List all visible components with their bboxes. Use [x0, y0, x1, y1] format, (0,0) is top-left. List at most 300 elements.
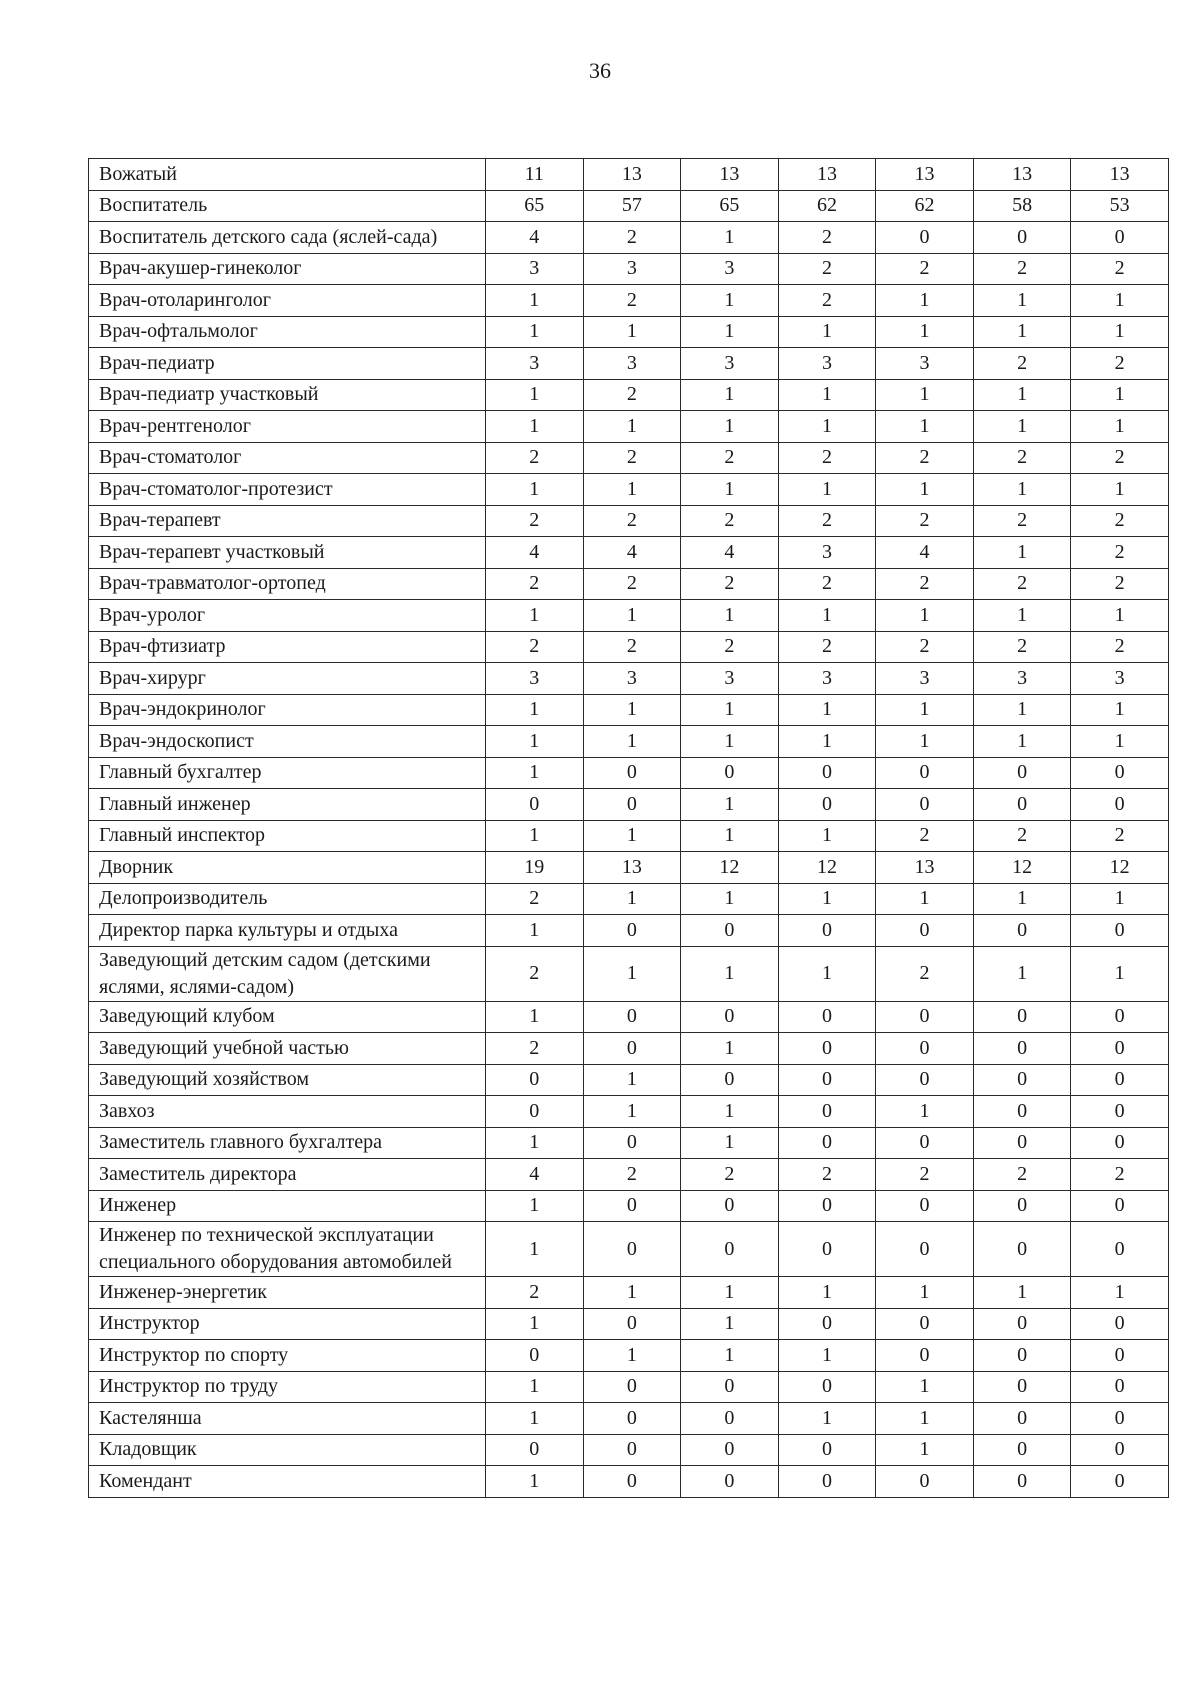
- value-cell: 3: [583, 253, 681, 285]
- value-cell: 3: [778, 348, 876, 380]
- value-cell: 13: [876, 852, 974, 884]
- value-cell: 2: [1071, 537, 1169, 569]
- value-cell: 1: [486, 1308, 584, 1340]
- value-cell: 0: [486, 1434, 584, 1466]
- value-cell: 1: [681, 946, 779, 1001]
- value-cell: 1: [486, 1371, 584, 1403]
- value-cell: 2: [486, 1277, 584, 1309]
- value-cell: 3: [681, 253, 779, 285]
- value-cell: 13: [1071, 159, 1169, 191]
- value-cell: 0: [583, 757, 681, 789]
- value-cell: 58: [973, 190, 1071, 222]
- value-cell: 0: [973, 1371, 1071, 1403]
- value-cell: 1: [583, 316, 681, 348]
- value-cell: 2: [876, 946, 974, 1001]
- position-name-cell: Врач-фтизиатр: [89, 631, 486, 663]
- value-cell: 2: [973, 505, 1071, 537]
- value-cell: 1: [681, 726, 779, 758]
- position-name-cell: Дворник: [89, 852, 486, 884]
- value-cell: 0: [1071, 1001, 1169, 1033]
- value-cell: 3: [583, 663, 681, 695]
- table-row: [89, 694, 1169, 726]
- value-cell: 0: [973, 1222, 1071, 1277]
- position-name-cell: Врач-педиатр участковый: [89, 379, 486, 411]
- value-cell: 2: [583, 222, 681, 254]
- value-cell: 0: [973, 222, 1071, 254]
- value-cell: 1: [681, 694, 779, 726]
- value-cell: 0: [1071, 1127, 1169, 1159]
- position-name-cell: Врач-отоларинголог: [89, 285, 486, 317]
- value-cell: 2: [486, 883, 584, 915]
- position-name-cell: Комендант: [89, 1466, 486, 1498]
- table-row: [89, 631, 1169, 663]
- value-cell: 1: [778, 316, 876, 348]
- table-row: [89, 1190, 1169, 1222]
- position-name-cell: Врач-рентгенолог: [89, 411, 486, 443]
- position-name-cell: Делопроизводитель: [89, 883, 486, 915]
- value-cell: 0: [973, 1001, 1071, 1033]
- value-cell: 65: [681, 190, 779, 222]
- value-cell: 2: [583, 505, 681, 537]
- value-cell: 2: [973, 442, 1071, 474]
- position-name-cell: Заведующий хозяйством: [89, 1064, 486, 1096]
- value-cell: 1: [583, 474, 681, 506]
- value-cell: 2: [681, 631, 779, 663]
- value-cell: 0: [1071, 1096, 1169, 1128]
- value-cell: 1: [486, 600, 584, 632]
- value-cell: 0: [778, 1222, 876, 1277]
- value-cell: 3: [486, 348, 584, 380]
- value-cell: 2: [973, 1159, 1071, 1191]
- value-cell: 1: [486, 379, 584, 411]
- value-cell: 2: [486, 631, 584, 663]
- table-row: [89, 1033, 1169, 1065]
- value-cell: 1: [486, 694, 584, 726]
- value-cell: 0: [778, 1127, 876, 1159]
- value-cell: 0: [681, 1434, 779, 1466]
- position-name-cell: Врач-уролог: [89, 600, 486, 632]
- table-row: [89, 537, 1169, 569]
- value-cell: 2: [1071, 505, 1169, 537]
- value-cell: 0: [778, 1371, 876, 1403]
- value-cell: 1: [681, 379, 779, 411]
- table-row: [89, 1308, 1169, 1340]
- value-cell: 1: [778, 883, 876, 915]
- value-cell: 0: [583, 789, 681, 821]
- value-cell: 2: [778, 222, 876, 254]
- table-row: [89, 1340, 1169, 1372]
- value-cell: 1: [486, 474, 584, 506]
- value-cell: 1: [681, 1033, 779, 1065]
- value-cell: 0: [583, 1127, 681, 1159]
- value-cell: 1: [973, 316, 1071, 348]
- value-cell: 0: [681, 1001, 779, 1033]
- value-cell: 2: [876, 505, 974, 537]
- position-name-cell: Директор парка культуры и отдыха: [89, 915, 486, 947]
- value-cell: 11: [486, 159, 584, 191]
- value-cell: 0: [778, 789, 876, 821]
- value-cell: 2: [778, 442, 876, 474]
- value-cell: 1: [486, 820, 584, 852]
- table-row: [89, 852, 1169, 884]
- value-cell: 0: [778, 1308, 876, 1340]
- value-cell: 1: [973, 474, 1071, 506]
- table-row: [89, 285, 1169, 317]
- position-name-cell: Врач-терапевт участковый: [89, 537, 486, 569]
- position-name-cell: Кастелянша: [89, 1403, 486, 1435]
- value-cell: 1: [1071, 883, 1169, 915]
- value-cell: 3: [876, 663, 974, 695]
- position-name-cell: Главный инженер: [89, 789, 486, 821]
- value-cell: 0: [1071, 1308, 1169, 1340]
- value-cell: 0: [778, 1466, 876, 1498]
- value-cell: 0: [778, 1001, 876, 1033]
- value-cell: 1: [876, 316, 974, 348]
- value-cell: 1: [876, 600, 974, 632]
- value-cell: 1: [583, 1064, 681, 1096]
- value-cell: 0: [583, 1434, 681, 1466]
- value-cell: 3: [583, 348, 681, 380]
- value-cell: 1: [1071, 1277, 1169, 1309]
- value-cell: 0: [681, 1222, 779, 1277]
- value-cell: 62: [778, 190, 876, 222]
- value-cell: 1: [973, 411, 1071, 443]
- value-cell: 1: [681, 1277, 779, 1309]
- value-cell: 3: [681, 663, 779, 695]
- value-cell: 1: [876, 1403, 974, 1435]
- value-cell: 0: [778, 1064, 876, 1096]
- value-cell: 2: [583, 631, 681, 663]
- value-cell: 2: [778, 1159, 876, 1191]
- value-cell: 2: [681, 1159, 779, 1191]
- value-cell: 1: [583, 1340, 681, 1372]
- value-cell: 0: [876, 1340, 974, 1372]
- value-cell: 1: [1071, 600, 1169, 632]
- value-cell: 1: [1071, 946, 1169, 1001]
- value-cell: 0: [1071, 1033, 1169, 1065]
- value-cell: 1: [486, 1222, 584, 1277]
- value-cell: 0: [876, 1033, 974, 1065]
- value-cell: 1: [486, 1001, 584, 1033]
- value-cell: 1: [973, 379, 1071, 411]
- value-cell: 0: [681, 1190, 779, 1222]
- value-cell: 1: [973, 537, 1071, 569]
- value-cell: 0: [973, 915, 1071, 947]
- value-cell: 4: [681, 537, 779, 569]
- value-cell: 1: [583, 726, 681, 758]
- value-cell: 0: [778, 1033, 876, 1065]
- value-cell: 0: [876, 1308, 974, 1340]
- value-cell: 1: [973, 600, 1071, 632]
- position-name-cell: Заведующий учебной частью: [89, 1033, 486, 1065]
- position-name-cell: Заведующий клубом: [89, 1001, 486, 1033]
- value-cell: 0: [681, 1371, 779, 1403]
- value-cell: 2: [778, 505, 876, 537]
- value-cell: 3: [681, 348, 779, 380]
- value-cell: 1: [583, 600, 681, 632]
- value-cell: 0: [1071, 1466, 1169, 1498]
- table-row: [89, 915, 1169, 947]
- table-row: [89, 820, 1169, 852]
- value-cell: 0: [1071, 222, 1169, 254]
- value-cell: 3: [1071, 663, 1169, 695]
- position-name-cell: Главный инспектор: [89, 820, 486, 852]
- value-cell: 13: [973, 159, 1071, 191]
- position-name-cell: Врач-травматолог-ортопед: [89, 568, 486, 600]
- table-row: [89, 411, 1169, 443]
- value-cell: 1: [583, 820, 681, 852]
- value-cell: 1: [583, 694, 681, 726]
- value-cell: 1: [681, 285, 779, 317]
- value-cell: 2: [1071, 1159, 1169, 1191]
- value-cell: 13: [876, 159, 974, 191]
- table-row: [89, 474, 1169, 506]
- value-cell: 1: [583, 1096, 681, 1128]
- position-name-cell: Врач-эндоскопист: [89, 726, 486, 758]
- value-cell: 0: [876, 1222, 974, 1277]
- value-cell: 2: [778, 631, 876, 663]
- value-cell: 2: [973, 568, 1071, 600]
- value-cell: 1: [1071, 379, 1169, 411]
- position-name-cell: Врач-акушер-гинеколог: [89, 253, 486, 285]
- value-cell: 1: [583, 411, 681, 443]
- value-cell: 0: [486, 789, 584, 821]
- value-cell: 0: [973, 1190, 1071, 1222]
- value-cell: 0: [876, 757, 974, 789]
- value-cell: 2: [778, 285, 876, 317]
- value-cell: 2: [583, 285, 681, 317]
- position-name-cell: Врач-стоматолог-протезист: [89, 474, 486, 506]
- position-name-cell: Воспитатель детского сада (яслей-сада): [89, 222, 486, 254]
- value-cell: 1: [681, 222, 779, 254]
- value-cell: 1: [876, 379, 974, 411]
- value-cell: 1: [876, 1096, 974, 1128]
- value-cell: 0: [583, 1001, 681, 1033]
- value-cell: 0: [973, 1096, 1071, 1128]
- value-cell: 1: [778, 726, 876, 758]
- value-cell: 2: [583, 442, 681, 474]
- value-cell: 0: [1071, 915, 1169, 947]
- value-cell: 1: [778, 820, 876, 852]
- value-cell: 0: [681, 1466, 779, 1498]
- value-cell: 1: [583, 883, 681, 915]
- position-name-cell: Кладовщик: [89, 1434, 486, 1466]
- value-cell: 0: [876, 1127, 974, 1159]
- value-cell: 1: [486, 1466, 584, 1498]
- value-cell: 1: [486, 915, 584, 947]
- value-cell: 1: [778, 474, 876, 506]
- value-cell: 1: [486, 316, 584, 348]
- value-cell: 53: [1071, 190, 1169, 222]
- value-cell: 12: [778, 852, 876, 884]
- value-cell: 2: [681, 442, 779, 474]
- value-cell: 1: [681, 411, 779, 443]
- table-row: [89, 1371, 1169, 1403]
- value-cell: 1: [778, 411, 876, 443]
- position-name-cell: Врач-педиатр: [89, 348, 486, 380]
- value-cell: 2: [876, 631, 974, 663]
- value-cell: 1: [778, 1277, 876, 1309]
- value-cell: 0: [583, 915, 681, 947]
- position-name-cell: Воспитатель: [89, 190, 486, 222]
- value-cell: 0: [876, 915, 974, 947]
- value-cell: 1: [876, 1371, 974, 1403]
- value-cell: 1: [486, 285, 584, 317]
- value-cell: 0: [583, 1222, 681, 1277]
- value-cell: 0: [486, 1096, 584, 1128]
- value-cell: 1: [486, 757, 584, 789]
- value-cell: 0: [973, 1434, 1071, 1466]
- table-row: [89, 190, 1169, 222]
- value-cell: 13: [583, 852, 681, 884]
- value-cell: 0: [1071, 1434, 1169, 1466]
- position-name-cell: Вожатый: [89, 159, 486, 191]
- value-cell: 2: [1071, 348, 1169, 380]
- value-cell: 19: [486, 852, 584, 884]
- value-cell: 2: [973, 348, 1071, 380]
- value-cell: 2: [876, 820, 974, 852]
- value-cell: 2: [486, 505, 584, 537]
- value-cell: 0: [973, 1308, 1071, 1340]
- value-cell: 2: [778, 253, 876, 285]
- value-cell: 1: [973, 883, 1071, 915]
- table-row: [89, 663, 1169, 695]
- value-cell: 2: [973, 820, 1071, 852]
- value-cell: 2: [876, 568, 974, 600]
- value-cell: 1: [1071, 694, 1169, 726]
- staff-table-body: [89, 159, 1169, 1498]
- value-cell: 1: [486, 411, 584, 443]
- value-cell: 0: [973, 1033, 1071, 1065]
- position-name-cell: Инженер-энергетик: [89, 1277, 486, 1309]
- value-cell: 2: [1071, 631, 1169, 663]
- value-cell: 62: [876, 190, 974, 222]
- value-cell: 2: [583, 1159, 681, 1191]
- staff-table: [88, 158, 1169, 1498]
- value-cell: 3: [973, 663, 1071, 695]
- value-cell: 4: [486, 222, 584, 254]
- value-cell: 0: [1071, 1222, 1169, 1277]
- value-cell: 1: [876, 694, 974, 726]
- value-cell: 0: [681, 1403, 779, 1435]
- value-cell: 1: [1071, 474, 1169, 506]
- position-name-cell: Инструктор по спорту: [89, 1340, 486, 1372]
- table-row: [89, 757, 1169, 789]
- value-cell: 1: [778, 600, 876, 632]
- value-cell: 0: [583, 1371, 681, 1403]
- table-row: [89, 1434, 1169, 1466]
- value-cell: 0: [681, 757, 779, 789]
- value-cell: 1: [681, 316, 779, 348]
- value-cell: 0: [681, 915, 779, 947]
- table-row: [89, 600, 1169, 632]
- value-cell: 1: [1071, 411, 1169, 443]
- value-cell: 2: [1071, 568, 1169, 600]
- value-cell: 1: [681, 1340, 779, 1372]
- value-cell: 2: [973, 253, 1071, 285]
- value-cell: 1: [778, 694, 876, 726]
- position-name-cell: Врач-терапевт: [89, 505, 486, 537]
- position-name-cell: Инструктор по труду: [89, 1371, 486, 1403]
- value-cell: 0: [583, 1190, 681, 1222]
- value-cell: 1: [1071, 316, 1169, 348]
- value-cell: 1: [973, 285, 1071, 317]
- value-cell: 0: [583, 1466, 681, 1498]
- value-cell: 3: [876, 348, 974, 380]
- table-row: [89, 1222, 1169, 1277]
- table-row: [89, 348, 1169, 380]
- value-cell: 2: [1071, 820, 1169, 852]
- value-cell: 0: [1071, 1190, 1169, 1222]
- value-cell: 1: [681, 789, 779, 821]
- table-row: [89, 222, 1169, 254]
- value-cell: 0: [973, 757, 1071, 789]
- value-cell: 1: [486, 1190, 584, 1222]
- table-row: [89, 316, 1169, 348]
- value-cell: 0: [973, 789, 1071, 821]
- value-cell: 0: [1071, 1371, 1169, 1403]
- value-cell: 1: [681, 883, 779, 915]
- table-row: [89, 1159, 1169, 1191]
- position-name-cell: Заместитель директора: [89, 1159, 486, 1191]
- value-cell: 1: [876, 411, 974, 443]
- table-row: [89, 789, 1169, 821]
- table-row: [89, 379, 1169, 411]
- value-cell: 1: [778, 1403, 876, 1435]
- table-row: [89, 442, 1169, 474]
- value-cell: 65: [486, 190, 584, 222]
- table-row: [89, 883, 1169, 915]
- value-cell: 3: [778, 537, 876, 569]
- value-cell: 0: [1071, 1064, 1169, 1096]
- table-row: [89, 1001, 1169, 1033]
- value-cell: 1: [973, 694, 1071, 726]
- position-name-cell: Инструктор: [89, 1308, 486, 1340]
- position-name-cell: Врач-стоматолог: [89, 442, 486, 474]
- value-cell: 2: [973, 631, 1071, 663]
- value-cell: 1: [876, 474, 974, 506]
- value-cell: 1: [778, 1340, 876, 1372]
- value-cell: 2: [1071, 442, 1169, 474]
- table-row: [89, 568, 1169, 600]
- value-cell: 2: [876, 1159, 974, 1191]
- value-cell: 1: [486, 1127, 584, 1159]
- value-cell: 0: [973, 1340, 1071, 1372]
- table-row: [89, 946, 1169, 1001]
- value-cell: 0: [876, 789, 974, 821]
- position-name-cell: Заведующий детским садом (детскими яслями, яслями-садом): [89, 946, 486, 1001]
- table-row: [89, 253, 1169, 285]
- value-cell: 1: [973, 726, 1071, 758]
- value-cell: 2: [486, 442, 584, 474]
- value-cell: 1: [778, 946, 876, 1001]
- value-cell: 0: [1071, 757, 1169, 789]
- value-cell: 0: [876, 1466, 974, 1498]
- value-cell: 1: [681, 1127, 779, 1159]
- value-cell: 1: [876, 1277, 974, 1309]
- position-name-cell: Главный бухгалтер: [89, 757, 486, 789]
- position-name-cell: Инженер по технической эксплуатации специального оборудования автомобилей: [89, 1222, 486, 1277]
- value-cell: 1: [1071, 285, 1169, 317]
- value-cell: 1: [583, 946, 681, 1001]
- value-cell: 0: [1071, 1340, 1169, 1372]
- value-cell: 1: [778, 379, 876, 411]
- value-cell: 0: [583, 1033, 681, 1065]
- value-cell: 2: [486, 946, 584, 1001]
- value-cell: 1: [973, 1277, 1071, 1309]
- value-cell: 13: [681, 159, 779, 191]
- value-cell: 3: [778, 663, 876, 695]
